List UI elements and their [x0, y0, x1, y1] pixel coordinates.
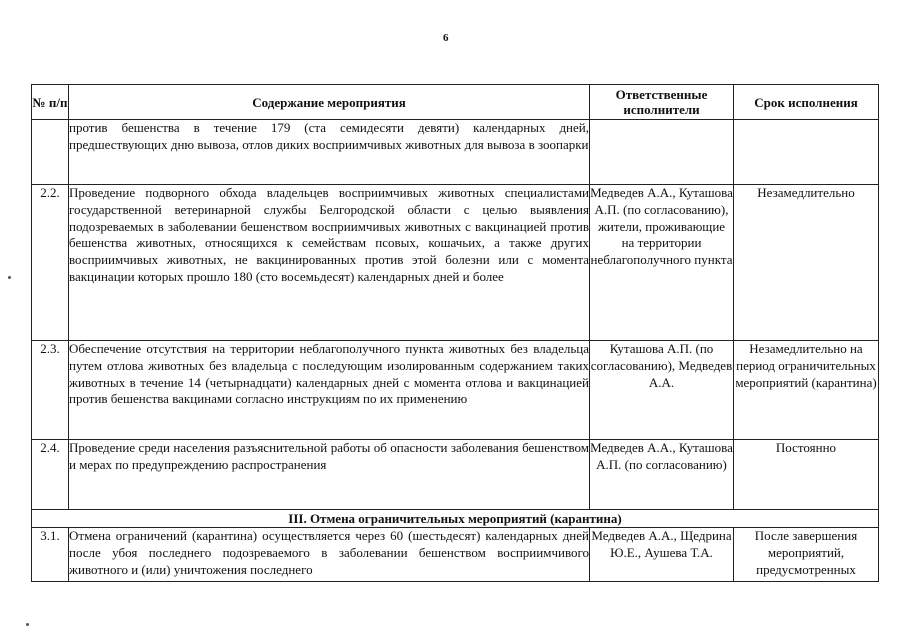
- header-num: № п/п: [32, 85, 69, 120]
- row-deadline: [734, 120, 879, 185]
- row-responsible: Медведев А.А., Щедрина Ю.Е., Аушева Т.А.: [590, 528, 734, 582]
- table-row: [32, 440, 879, 510]
- row-content: Проведение подворного обхода владельцев восприимчивых животных специалистами государственной ветеринарной службы Белгородской области с целью выявления подозреваемых в заболевании бешенством восприимчивых животных с вакцинацией против бешенства животных, относящихся к семействам псовых, кошачьих, а также других восприимчивых животных, не вакцинированных против этой болезни или с момента вакцинации которых прошло 180 (сто восемьдесят) календарных дней и более: [69, 185, 590, 341]
- header-deadline: Срок исполнения: [734, 85, 879, 120]
- row-deadline: После завершения мероприятий, предусмотренных: [734, 528, 879, 582]
- row-deadline: Постоянно: [734, 440, 879, 510]
- scan-speck: [26, 623, 29, 626]
- table-row: [32, 120, 879, 185]
- row-content: Отмена ограничений (карантина) осуществляется через 60 (шестьдесят) календарных дней после убоя последнего подозреваемого в заболевании бешенством восприимчивого животного и (или) уничтожения последнего: [69, 528, 590, 582]
- row-number: 2.2.: [32, 185, 69, 341]
- row-deadline: Незамедлительно на период ограничительных мероприятий (карантина): [734, 341, 879, 440]
- row-content: Проведение среди населения разъяснительной работы об опасности заболевания бешенством и мерах по предупреждению распространения: [69, 440, 590, 510]
- row-responsible: Куташова А.П. (по согласованию), Медведев А.А.: [590, 341, 734, 440]
- section-title: III. Отмена ограничительных мероприятий (карантина): [32, 510, 879, 528]
- row-deadline: Незамедлительно: [734, 185, 879, 341]
- table-row: [32, 185, 879, 341]
- page-number: 6: [443, 32, 449, 44]
- header-content: Содержание мероприятия: [69, 85, 590, 120]
- row-number: 2.3.: [32, 341, 69, 440]
- row-responsible: Медведев А.А., Куташова А.П. (по согласованию): [590, 440, 734, 510]
- scan-speck: [8, 276, 11, 279]
- measures-table: [31, 84, 879, 582]
- section-row: [32, 510, 879, 528]
- table-row: [32, 341, 879, 440]
- header-responsible: Ответственные исполнители: [590, 85, 734, 120]
- row-number: [32, 120, 69, 185]
- row-content: Обеспечение отсутствия на территории неблагополучного пункта животных без владельца путем отлова животных без владельца с последующим изолированным содержанием таких животных в течение 14 (четырнадцати) календарных дней с момента отлова и вакцинацией против бешенства вакцинами согласно инструкциям по их применению: [69, 341, 590, 440]
- row-responsible: Медведев А.А., Куташова А.П. (по согласованию), жители, проживающие на территории неблагополучного пункта: [590, 185, 734, 341]
- row-number: 2.4.: [32, 440, 69, 510]
- row-content: против бешенства в течение 179 (ста семидесяти девяти) календарных дней, предшествующих дню вывоза, отлов диких восприимчивых животных для вывоза в зоопарки: [69, 120, 590, 185]
- table-row: [32, 528, 879, 582]
- row-responsible: [590, 120, 734, 185]
- row-number: 3.1.: [32, 528, 69, 582]
- table-header-row: [32, 85, 879, 120]
